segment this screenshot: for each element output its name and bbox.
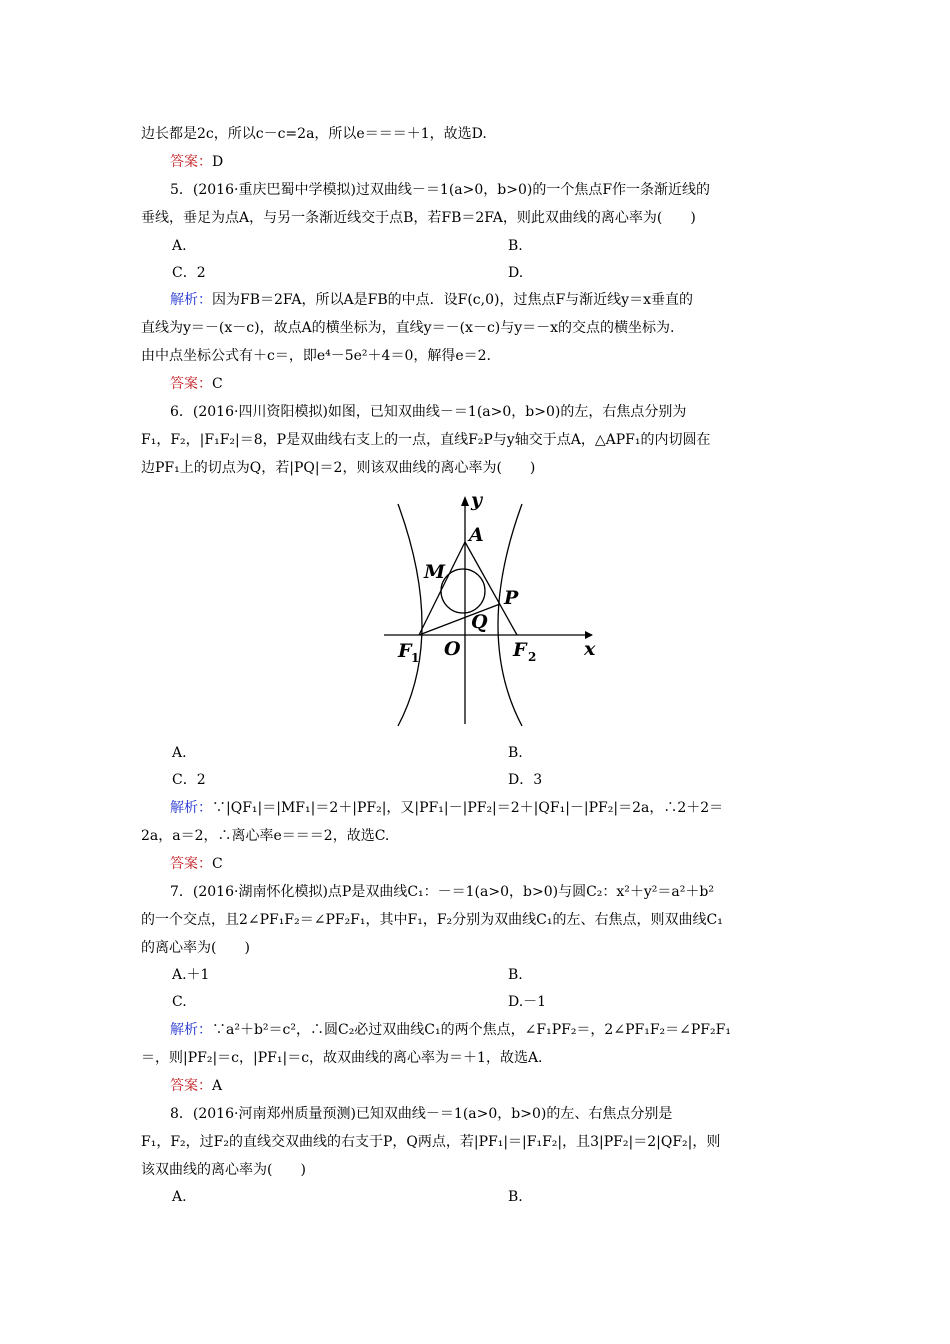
option-b: B. xyxy=(508,238,523,254)
solution-line: 解析：因为FB＝2FA，所以A是FB的中点．设F(c,0)，过焦点F与渐近线y＝x垂直的 xyxy=(170,292,693,308)
option-b: B. xyxy=(508,745,523,761)
y-axis-arrow xyxy=(461,496,469,506)
option-a: A.＋1 xyxy=(172,967,210,983)
solution-line: 解析：∵a²＋b²＝c²，∴圆C₂必过双曲线C₁的两个焦点，∠F₁PF₂＝，2∠PF₁F₂＝∠PF₂F₁ xyxy=(170,1022,731,1038)
option-b: B. xyxy=(508,967,523,983)
solution-line: 解析：∵|QF₁|＝|MF₁|＝2＋|PF₂|，又|PF₁|－|PF₂|＝2＋|QF₁|－|PF₂|＝2a，∴2＋2＝ xyxy=(170,800,724,816)
option-a: A. xyxy=(172,238,187,254)
text-line: 直线为y＝－(x－c)，故点A的横坐标为，直线y＝－(x－c)与y＝－x的交点的横坐标为. xyxy=(141,320,675,336)
option-c: C. xyxy=(172,994,187,1010)
label-p: P xyxy=(504,587,519,609)
solution-label: 解析： xyxy=(170,292,212,308)
answer-label: 答案： xyxy=(170,1078,212,1094)
line-f1-p xyxy=(419,604,500,635)
text-line: 边PF₁上的切点为Q，若|PQ|＝2，则该双曲线的离心率为( ) xyxy=(141,460,536,476)
text-line: 的离心率为( ) xyxy=(141,940,250,956)
option-c: C．2 xyxy=(172,265,206,281)
text-line: 的一个交点，且2∠PF₁F₂＝∠PF₂F₁，其中F₁，F₂分别为双曲线C₁的左、右焦点，则双曲线C₁ xyxy=(141,912,723,928)
solution-label: 解析： xyxy=(170,800,212,816)
option-b: B. xyxy=(508,1189,523,1205)
text-line: ＝，则|PF₂|＝c，|PF₁|＝c，故双曲线的离心率为＝＋1，故选A. xyxy=(141,1050,543,1066)
label-m: M xyxy=(424,561,446,583)
answer-label: 答案： xyxy=(170,856,212,872)
hyperbola-figure xyxy=(380,484,602,728)
label-q: Q xyxy=(471,611,488,633)
question-5-stem: 5．(2016·重庆巴蜀中学模拟)过双曲线－＝1(a>0，b>0)的一个焦点F作一条渐近线的 xyxy=(170,182,711,198)
option-c: C．2 xyxy=(172,772,206,788)
answer-line: 答案：C xyxy=(170,376,223,392)
label-f2: F xyxy=(513,639,527,661)
label-a: A xyxy=(469,524,484,546)
option-d: D. xyxy=(508,265,524,281)
incircle xyxy=(441,569,485,613)
answer-label: 答案： xyxy=(170,154,212,170)
solution-label: 解析： xyxy=(170,1022,212,1038)
label-f2-sub: 2 xyxy=(528,650,537,664)
option-a: A. xyxy=(172,1189,187,1205)
right-branch xyxy=(498,504,522,726)
answer-line: 答案：A xyxy=(170,1078,223,1094)
question-6-stem: 6．(2016·四川资阳模拟)如图，已知双曲线－＝1(a>0，b>0)的左，右焦点分别为 xyxy=(170,404,687,420)
option-d: D.－1 xyxy=(508,994,547,1010)
label-y: y xyxy=(471,489,483,511)
option-d: D．3 xyxy=(508,772,543,788)
text-line: F₁，F₂，|F₁F₂|＝8，P是双曲线右支上的一点，直线F₂P与y轴交于点A，△APF₁的内切圆在 xyxy=(141,432,711,448)
text-line: 垂线，垂足为点A，与另一条渐近线交于点B，若FB＝2FA，则此双曲线的离心率为( ) xyxy=(141,210,696,226)
answer-line: 答案：D xyxy=(170,154,224,170)
question-7-stem: 7．(2016·湖南怀化模拟)点P是双曲线C₁：－＝1(a>0，b>0)与圆C₂：x²＋y²＝a²＋b² xyxy=(170,884,714,900)
line-a-f1 xyxy=(419,542,465,635)
text-line: 边长都是2c，所以c－c=2a，所以e＝＝＝＋1，故选D. xyxy=(141,126,487,142)
text-line: 2a，a＝2，∴离心率e＝＝＝2，故选C. xyxy=(141,828,390,844)
option-a: A. xyxy=(172,745,187,761)
label-f1: F xyxy=(398,640,412,662)
label-x: x xyxy=(584,638,596,660)
question-8-stem: 8．(2016·河南郑州质量预测)已知双曲线－＝1(a>0，b>0)的左、右焦点分别是 xyxy=(170,1106,673,1122)
answer-line: 答案：C xyxy=(170,856,223,872)
answer-label: 答案： xyxy=(170,376,212,392)
text-line: 由中点坐标公式有＋c＝，即e⁴－5e²＋4＝0，解得e＝2. xyxy=(141,348,491,364)
label-o: O xyxy=(444,638,461,660)
text-line: 该双曲线的离心率为( ) xyxy=(141,1162,306,1178)
label-f1-sub: 1 xyxy=(411,651,420,665)
text-line: F₁，F₂，过F₂的直线交双曲线的右支于P，Q两点，若|PF₁|＝|F₁F₂|，且3|PF₂|＝2|QF₂|，则 xyxy=(141,1134,721,1150)
left-branch xyxy=(398,504,422,726)
